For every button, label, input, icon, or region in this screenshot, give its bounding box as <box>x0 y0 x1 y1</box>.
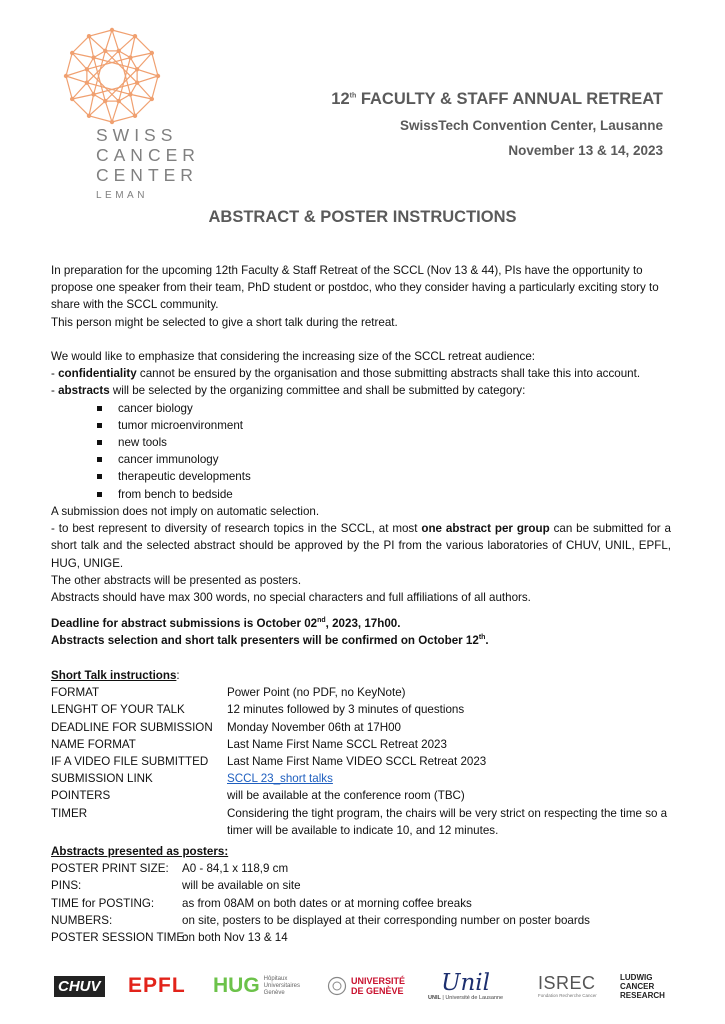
one-per-group-paragraph: - to best represent to diversity of research topics in the SCCL, at most one abstract per group can be submitted for a short talk and the selected abstract should be approved by the PI from the various laboratories of CHUV, UNIL, EPFL, HUG, UNIGE. <box>51 522 672 570</box>
category-item: cancer biology <box>97 400 671 417</box>
category-item: new tools <box>97 434 671 451</box>
intro-paragraph: In preparation for the upcoming 12th Faculty & Staff Retreat of the SCCL (Nov 13 & 44), PIs have the opportunity to propose one speaker from their team, PhD student or postdoc, who they consider having a particularly exciting story to share with the SCCL community. <box>51 264 659 312</box>
brand-line-1: SWISS <box>96 125 178 145</box>
intro-paragraph-2: This person might be selected to give a short talk during the retreat. <box>51 315 398 329</box>
confidentiality-note: - confidentiality cannot be ensured by the organisation and those submitting abstracts shall take this into account. <box>51 367 641 381</box>
deadline-section <box>51 615 671 649</box>
poster-row-size: POSTER PRINT SIZE: A0 - 84,1 x 118,9 cm <box>51 862 289 876</box>
posters-heading: Abstracts presented as posters: <box>51 845 229 858</box>
brand-line-2: CANCER <box>96 145 200 165</box>
sccl-logo-mark-icon <box>62 26 162 126</box>
selection-section <box>51 503 671 606</box>
unige-logo: UNIVERSITÉ DE GENÈVE <box>327 962 405 1010</box>
short-talk-row-length: LENGHT OF YOUR TALK 12 minutes followed by 3 minutes of questions <box>51 703 465 717</box>
poster-row-posting: TIME for POSTING: as from 08AM on both dates or at morning coffee breaks <box>51 896 472 910</box>
short-talk-section <box>51 667 671 839</box>
brand-line-3: CENTER <box>96 165 198 185</box>
deadline-line: Deadline for abstract submissions is October 02nd, 2023, 17h00. <box>51 617 401 630</box>
posters-paragraph: The other abstracts will be presented as posters. <box>51 573 302 587</box>
epfl-logo: EPFL <box>128 974 186 997</box>
retreat-title: 12th FACULTY & STAFF ANNUAL RETREAT <box>331 90 663 108</box>
category-item: cancer immunology <box>97 451 671 468</box>
brand-sub: LEMAN <box>96 190 148 201</box>
poster-row-session: POSTER SESSION TIME: on both Nov 13 & 14 <box>51 930 288 944</box>
short-talk-heading: Short Talk instructions: <box>51 669 180 682</box>
category-list <box>51 400 671 503</box>
confirmation-line: Abstracts selection and short talk presenters will be confirmed on October 12th. <box>51 634 489 648</box>
category-item: tumor microenvironment <box>97 417 671 434</box>
emphasis-paragraph: We would like to emphasize that considering the increasing size of the SCCL retreat audience: <box>51 350 535 363</box>
poster-row-pins: PINS: will be available on site <box>51 879 301 893</box>
partner-logos <box>0 962 725 1010</box>
retreat-venue: SwissTech Convention Center, Lausanne <box>399 118 663 133</box>
ludwig-logo: LUDWIG CANCER RESEARCH <box>620 972 665 1000</box>
abstracts-note: - abstracts will be selected by the organizing committee and shall be submitted by category: <box>51 384 526 398</box>
word-limit-paragraph: Abstracts should have max 300 words, no special characters and full affiliations of all authors. <box>51 591 531 605</box>
unil-logo: Unil UNIL | Université de Lausanne <box>428 969 504 1001</box>
short-talk-row-format: FORMAT Power Point (no PDF, no KeyNote) <box>51 686 406 700</box>
short-talk-row-name-format: NAME FORMAT Last Name First Name SCCL Retreat 2023 <box>51 737 447 751</box>
hug-logo: HUG Hôpitaux Universitaires Genève <box>213 974 301 997</box>
selection-paragraph: A submission does not imply on automatic selection. <box>51 505 320 518</box>
unige-seal-icon <box>327 976 347 996</box>
page-title: ABSTRACT & POSTER INSTRUCTIONS <box>208 208 517 226</box>
short-talk-row-link: SUBMISSION LINK SCCL 23_short talks <box>51 770 671 787</box>
retreat-dates: November 13 & 14, 2023 <box>508 143 663 158</box>
chuv-logo: CHUV <box>54 962 105 1010</box>
poster-row-numbers: NUMBERS: on site, posters to be displayed at their corresponding number on poster boards <box>51 913 590 927</box>
intro-section <box>51 262 671 503</box>
short-talk-row-timer: TIMER Considering the tight program, the chairs will be very strict on respecting the time so a timer will be available to indicate 10, and 12 minutes. <box>51 806 668 837</box>
short-talk-row-video: IF A VIDEO FILE SUBMITTED Last Name First Name VIDEO SCCL Retreat 2023 <box>51 754 487 768</box>
short-talk-row-pointers: POINTERS will be available at the conference room (TBC) <box>51 789 465 803</box>
category-item: from bench to bedside <box>97 486 671 503</box>
submission-link[interactable]: SCCL 23_short talks <box>227 772 333 786</box>
posters-section <box>51 843 671 946</box>
isrec-logo: ISREC Fondation Recherche Cancer <box>538 972 597 998</box>
category-item: therapeutic developments <box>97 468 671 485</box>
short-talk-row-deadline: DEADLINE FOR SUBMISSION Monday November 06th at 17H00 <box>51 720 402 734</box>
